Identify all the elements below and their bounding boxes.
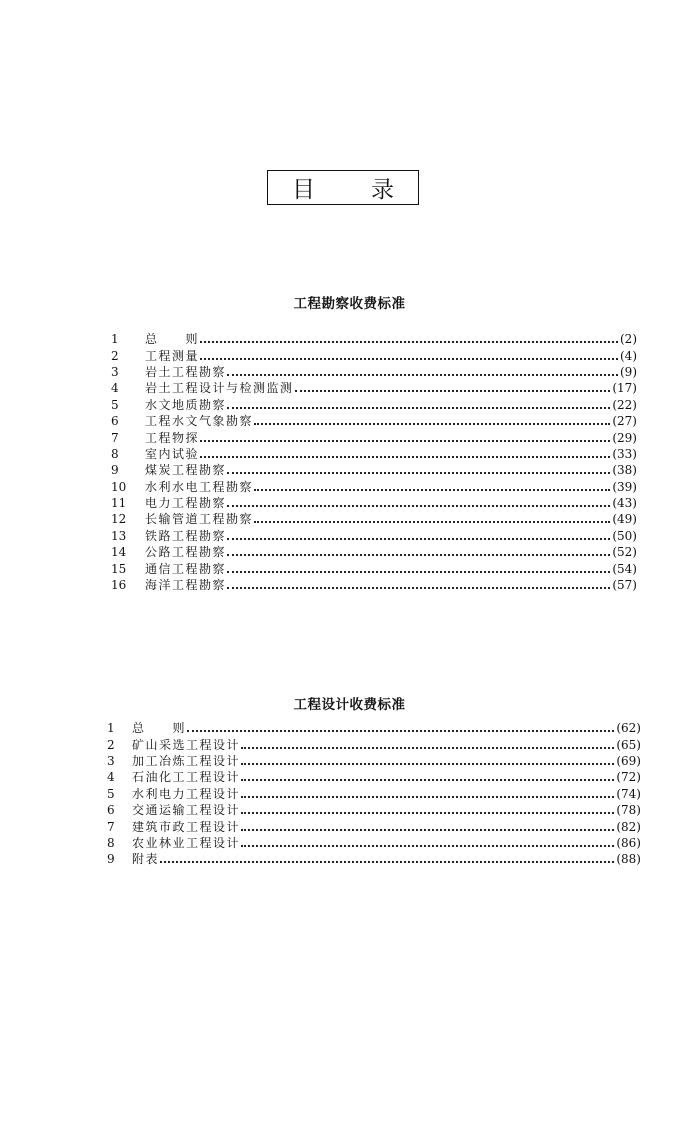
toc-entry[interactable] <box>107 786 641 802</box>
toc-entry-number: 2 <box>107 737 115 752</box>
toc-entry-page: (74) <box>616 786 641 801</box>
toc-entry[interactable] <box>111 462 637 478</box>
toc-entry-leader <box>227 407 610 409</box>
toc-entry-number: 11 <box>111 496 127 511</box>
toc-entry-page: (57) <box>612 578 637 593</box>
toc-entry-page: (38) <box>612 463 637 478</box>
toc-entry-leader <box>241 763 614 765</box>
toc-entry-page: (54) <box>612 561 637 576</box>
toc-entry[interactable] <box>111 479 637 495</box>
toc-entry-label: 水文地质勘察 <box>145 397 227 412</box>
toc-entry-label: 海洋工程勘察 <box>145 578 227 593</box>
toc-entry-label: 加工冶炼工程设计 <box>132 753 241 768</box>
toc-entry[interactable] <box>107 802 641 818</box>
toc-entry-number: 6 <box>107 803 115 818</box>
toc-entry-label: 工程物探 <box>145 430 200 445</box>
toc-entry-leader <box>227 472 610 474</box>
toc-entry-number: 1 <box>107 721 115 736</box>
toc-entry-number: 4 <box>111 381 119 396</box>
toc-title-char-1: 目 <box>292 177 315 203</box>
toc-entry-page: (82) <box>616 819 641 834</box>
section-heading-survey: 工程勘察收费标准 <box>293 296 406 312</box>
toc-entry-number: 5 <box>107 786 115 801</box>
toc-entry-leader <box>227 538 610 540</box>
toc-entry[interactable] <box>111 331 637 347</box>
toc-entry[interactable] <box>111 528 637 544</box>
toc-entry-page: (43) <box>612 496 637 511</box>
toc-entry-leader <box>160 861 614 863</box>
toc-entry-label: 农业林业工程设计 <box>132 835 241 850</box>
toc-entry-leader <box>241 779 614 781</box>
toc-entry-leader <box>227 505 610 507</box>
toc-entry-number: 8 <box>111 446 119 461</box>
toc-entry-number: 9 <box>107 852 115 867</box>
toc-entry-page: (33) <box>612 446 637 461</box>
toc-entry-label: 总 则 <box>132 721 187 736</box>
toc-entry-number: 3 <box>107 753 115 768</box>
toc-list-survey <box>111 331 637 593</box>
toc-entry[interactable] <box>111 347 637 363</box>
toc-entry-leader <box>200 341 618 343</box>
toc-entry-number: 15 <box>111 561 127 576</box>
toc-entry-number: 3 <box>111 364 119 379</box>
toc-entry-leader <box>241 796 614 798</box>
toc-entry[interactable] <box>111 429 637 445</box>
toc-entry-label: 总 则 <box>145 332 200 347</box>
toc-entry-number: 9 <box>111 463 119 478</box>
toc-entry[interactable] <box>111 577 637 593</box>
toc-entry-leader <box>200 358 618 360</box>
toc-title <box>267 170 419 205</box>
toc-entry-page: (78) <box>616 803 641 818</box>
toc-entry-page: (69) <box>616 753 641 768</box>
toc-entry[interactable] <box>107 736 641 752</box>
toc-entry-number: 2 <box>111 348 119 363</box>
toc-entry[interactable] <box>111 364 637 380</box>
toc-entry-leader <box>254 521 610 523</box>
toc-entry-label: 交通运输工程设计 <box>132 803 241 818</box>
toc-entry-number: 13 <box>111 528 127 543</box>
toc-list-design <box>107 720 641 868</box>
toc-entry[interactable] <box>111 511 637 527</box>
toc-entry-number: 16 <box>111 578 127 593</box>
toc-entry[interactable] <box>107 818 641 834</box>
toc-entry[interactable] <box>111 446 637 462</box>
toc-entry-page: (52) <box>612 545 637 560</box>
toc-entry-page: (65) <box>616 737 641 752</box>
section-heading-design: 工程设计收费标准 <box>293 697 406 713</box>
toc-entry-label: 室内试验 <box>145 446 200 461</box>
toc-entry[interactable] <box>111 380 637 396</box>
toc-entry-label: 工程测量 <box>145 348 200 363</box>
toc-entry[interactable] <box>107 835 641 851</box>
toc-entry-label: 煤炭工程勘察 <box>145 463 227 478</box>
toc-entry-number: 7 <box>111 430 119 445</box>
toc-entry-page: (29) <box>612 430 637 445</box>
toc-entry[interactable] <box>111 397 637 413</box>
toc-entry-leader <box>227 374 618 376</box>
toc-entry-page: (2) <box>620 332 637 347</box>
toc-entry-label: 石油化工工程设计 <box>132 770 241 785</box>
toc-entry-number: 7 <box>107 819 115 834</box>
toc-entry-leader <box>254 489 610 491</box>
toc-entry-label: 岩土工程勘察 <box>145 364 227 379</box>
toc-entry-number: 10 <box>111 479 127 494</box>
toc-entry-leader <box>241 845 614 847</box>
toc-entry-leader <box>227 554 610 556</box>
toc-entry-leader <box>227 587 610 589</box>
toc-entry-leader <box>241 747 614 749</box>
toc-entry-label: 通信工程勘察 <box>145 561 227 576</box>
toc-entry-label: 长输管道工程勘察 <box>145 512 254 527</box>
toc-entry-leader <box>200 440 610 442</box>
toc-entry-page: (72) <box>616 770 641 785</box>
toc-entry-number: 12 <box>111 512 127 527</box>
toc-entry-label: 工程水文气象勘察 <box>145 414 254 429</box>
toc-entry[interactable] <box>111 544 637 560</box>
toc-entry-page: (4) <box>620 348 637 363</box>
toc-entry[interactable] <box>107 851 641 867</box>
toc-entry-page: (22) <box>612 397 637 412</box>
toc-entry-number: 8 <box>107 835 115 850</box>
toc-entry-leader <box>295 390 611 392</box>
toc-entry-number: 14 <box>111 545 127 560</box>
toc-entry-page: (39) <box>612 479 637 494</box>
toc-entry-leader <box>241 812 614 814</box>
toc-entry[interactable] <box>107 720 641 736</box>
toc-entry-page: (49) <box>612 512 637 527</box>
toc-entry-page: (88) <box>616 852 641 867</box>
toc-entry-page: (9) <box>620 364 637 379</box>
toc-entry-label: 矿山采选工程设计 <box>132 737 241 752</box>
toc-entry-leader <box>187 730 614 732</box>
toc-title-char-2: 录 <box>371 177 394 203</box>
toc-entry[interactable] <box>107 769 641 785</box>
toc-entry-leader <box>241 829 614 831</box>
toc-entry-number: 5 <box>111 397 119 412</box>
toc-entry-label: 附表 <box>132 852 160 867</box>
toc-entry-page: (86) <box>616 835 641 850</box>
toc-entry-leader <box>254 423 610 425</box>
toc-entry-label: 水利电力工程设计 <box>132 786 241 801</box>
toc-entry-label: 电力工程勘察 <box>145 496 227 511</box>
toc-entry-page: (17) <box>612 381 637 396</box>
toc-entry-leader <box>227 571 610 573</box>
toc-entry-number: 6 <box>111 414 119 429</box>
toc-entry[interactable] <box>107 753 641 769</box>
toc-entry-label: 铁路工程勘察 <box>145 528 227 543</box>
toc-entry[interactable] <box>111 413 637 429</box>
toc-entry[interactable] <box>111 560 637 576</box>
toc-entry-leader <box>200 456 610 458</box>
toc-entry-number: 4 <box>107 770 115 785</box>
toc-entry-number: 1 <box>111 332 119 347</box>
toc-entry-label: 岩土工程设计与检测监测 <box>145 381 294 396</box>
toc-entry-label: 水利水电工程勘察 <box>145 479 254 494</box>
toc-entry-page: (62) <box>616 721 641 736</box>
toc-entry-page: (50) <box>612 528 637 543</box>
toc-entry-page: (27) <box>612 414 637 429</box>
toc-entry[interactable] <box>111 495 637 511</box>
toc-entry-label: 公路工程勘察 <box>145 545 227 560</box>
toc-entry-label: 建筑市政工程设计 <box>132 819 241 834</box>
